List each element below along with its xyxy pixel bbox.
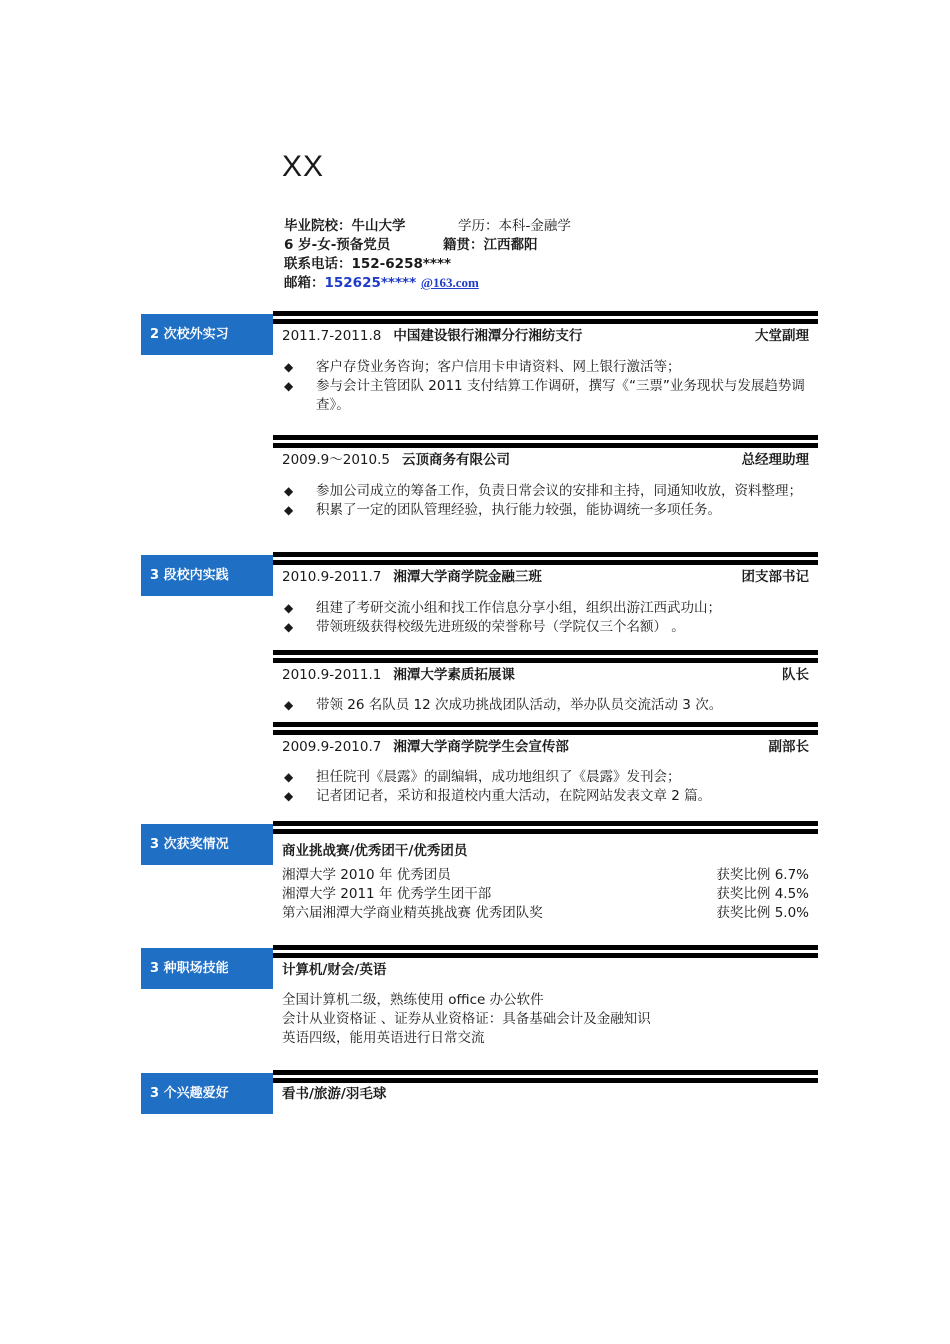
entry-org: 湘潭大学素质拓展课 bbox=[393, 667, 515, 683]
info-row-phone bbox=[284, 255, 451, 273]
list-item: 会计从业资格证 、证券从业资格证：具备基础会计及金融知识 bbox=[282, 1011, 651, 1027]
entry-role: 副部长 bbox=[768, 739, 809, 755]
section-divider bbox=[273, 1070, 818, 1083]
school-label: 毕业院校： bbox=[284, 218, 352, 234]
profile-value: 6 岁-女-预备党员 bbox=[284, 237, 391, 253]
bullet-text: 担任院刊《晨露》的副编辑，成功地组织了《晨露》发刊会； bbox=[316, 769, 681, 785]
award-name: 湘潭大学 2010 年 优秀团员 bbox=[282, 867, 451, 883]
list-item bbox=[284, 358, 811, 377]
list-item bbox=[284, 482, 811, 501]
resume-name: XX bbox=[282, 150, 325, 183]
list-item bbox=[284, 599, 811, 618]
list-item: 英语四级，能用英语进行日常交流 bbox=[282, 1030, 485, 1046]
entry-org: 湘潭大学商学院金融三班 bbox=[393, 569, 542, 585]
list-item bbox=[284, 787, 811, 806]
list-item bbox=[284, 618, 811, 637]
hobbies-title: 看书/旅游/羽毛球 bbox=[282, 1086, 387, 1102]
list-item bbox=[284, 768, 811, 787]
awards-list bbox=[282, 866, 809, 923]
origin-label: 籍贯： bbox=[443, 237, 484, 253]
section-tab-campus: 3 段校内实践 bbox=[141, 555, 273, 596]
entry-header bbox=[282, 450, 809, 470]
entry-role: 总经理助理 bbox=[741, 452, 809, 468]
email-label: 邮箱： bbox=[284, 275, 325, 291]
list-item bbox=[282, 885, 809, 904]
award-name: 湘潭大学 2011 年 优秀学生团干部 bbox=[282, 886, 492, 902]
entry-header bbox=[282, 665, 809, 685]
diamond-bullet-icon: ◆ bbox=[284, 620, 294, 634]
entry-header bbox=[282, 737, 809, 757]
diamond-bullet-icon: ◆ bbox=[284, 698, 294, 712]
section-divider bbox=[273, 821, 818, 834]
email-link[interactable]: @163.com bbox=[420, 275, 479, 290]
diamond-bullet-icon: ◆ bbox=[284, 789, 294, 803]
list-item: 全国计算机二级，熟练使用 office 办公软件 bbox=[282, 992, 544, 1008]
bullet-text: 记者团记者，采访和报道校内重大活动，在院网站发表文章 2 篇。 bbox=[316, 788, 712, 804]
bullet-list bbox=[284, 482, 811, 520]
award-ratio: 获奖比例 4.5% bbox=[716, 886, 809, 902]
school-value: 牛山大学 bbox=[351, 218, 406, 234]
bullet-text: 参加公司成立的筹备工作，负责日常会议的安排和主持，同通知收放，资料整理； bbox=[316, 483, 802, 499]
bullet-text: 带领班级获得校级先进班级的荣誉称号（学院仅三个名额） 。 bbox=[316, 619, 685, 635]
bullet-text: 带领 26 名队员 12 次成功挑战团队活动，举办队员交流活动 3 次。 bbox=[316, 697, 723, 713]
info-row-email bbox=[284, 274, 479, 292]
awards-title: 商业挑战赛/优秀团干/优秀团员 bbox=[282, 843, 468, 859]
degree-value: 本科-金融学 bbox=[498, 218, 571, 234]
bullet-list bbox=[284, 768, 811, 806]
entry-date: 2010.9-2011.1 bbox=[282, 667, 382, 683]
award-ratio: 获奖比例 5.0% bbox=[716, 905, 809, 921]
award-name: 第六届湘潭大学商业精英挑战赛 优秀团队奖 bbox=[282, 905, 543, 921]
entry-org: 云顶商务有限公司 bbox=[401, 452, 510, 468]
section-tab-skills: 3 种职场技能 bbox=[141, 948, 273, 989]
diamond-bullet-icon: ◆ bbox=[284, 379, 294, 393]
info-row-school bbox=[284, 217, 406, 235]
phone-value: 152-6258**** bbox=[351, 256, 452, 272]
diamond-bullet-icon: ◆ bbox=[284, 360, 294, 374]
entry-date: 2010.9-2011.7 bbox=[282, 569, 382, 585]
bullet-text: 积累了一定的团队管理经验，执行能力较强，能协调统一多项任务。 bbox=[316, 502, 721, 518]
section-divider bbox=[273, 552, 818, 565]
entry-role: 大堂副理 bbox=[755, 328, 809, 344]
bullet-text: 参与会计主管团队 2011 支付结算工作调研，撰写《“三票”业务现状与发展趋势调查》。 bbox=[316, 378, 805, 413]
section-divider bbox=[273, 311, 818, 324]
entry-date: 2009.9～2010.5 bbox=[282, 452, 390, 468]
email-user: 152625***** bbox=[324, 275, 417, 291]
entry-org: 湘潭大学商学院学生会宣传部 bbox=[393, 739, 569, 755]
entry-date: 2009.9-2010.7 bbox=[282, 739, 382, 755]
bullet-list bbox=[284, 696, 811, 715]
section-tab-hobbies: 3 个兴趣爱好 bbox=[141, 1073, 273, 1114]
bullet-text: 组建了考研交流小组和找工作信息分享小组，组织出游江西武功山； bbox=[316, 600, 721, 616]
diamond-bullet-icon: ◆ bbox=[284, 601, 294, 615]
info-row-degree bbox=[458, 217, 571, 235]
origin-value: 江西鄱阳 bbox=[483, 237, 538, 253]
skills-list bbox=[282, 991, 809, 1048]
skills-title: 计算机/财会/英语 bbox=[282, 962, 387, 978]
entry-header bbox=[282, 326, 809, 346]
list-item bbox=[284, 696, 811, 715]
list-item bbox=[284, 501, 811, 520]
bullet-list bbox=[284, 599, 811, 637]
entry-date: 2011.7-2011.8 bbox=[282, 328, 382, 344]
entry-header bbox=[282, 567, 809, 587]
section-divider bbox=[273, 722, 818, 735]
section-tab-awards: 3 次获奖情况 bbox=[141, 824, 273, 865]
diamond-bullet-icon: ◆ bbox=[284, 503, 294, 517]
list-item bbox=[282, 866, 809, 885]
diamond-bullet-icon: ◆ bbox=[284, 770, 294, 784]
entry-role: 队长 bbox=[782, 667, 809, 683]
bullet-text: 客户存贷业务咨询；客户信用卡申请资料、网上银行激活等； bbox=[316, 359, 681, 375]
phone-label: 联系电话： bbox=[284, 256, 352, 272]
degree-label: 学历： bbox=[458, 218, 499, 234]
entry-role: 团支部书记 bbox=[741, 569, 809, 585]
section-divider bbox=[273, 435, 818, 448]
entry-org: 中国建设银行湘潭分行湘纺支行 bbox=[393, 328, 583, 344]
list-item bbox=[284, 377, 811, 415]
diamond-bullet-icon: ◆ bbox=[284, 484, 294, 498]
list-item bbox=[282, 904, 809, 923]
section-divider bbox=[273, 945, 818, 958]
section-divider bbox=[273, 650, 818, 663]
bullet-list bbox=[284, 358, 811, 415]
info-row-origin bbox=[443, 236, 538, 254]
section-tab-internship: 2 次校外实习 bbox=[141, 314, 273, 355]
award-ratio: 获奖比例 6.7% bbox=[716, 867, 809, 883]
